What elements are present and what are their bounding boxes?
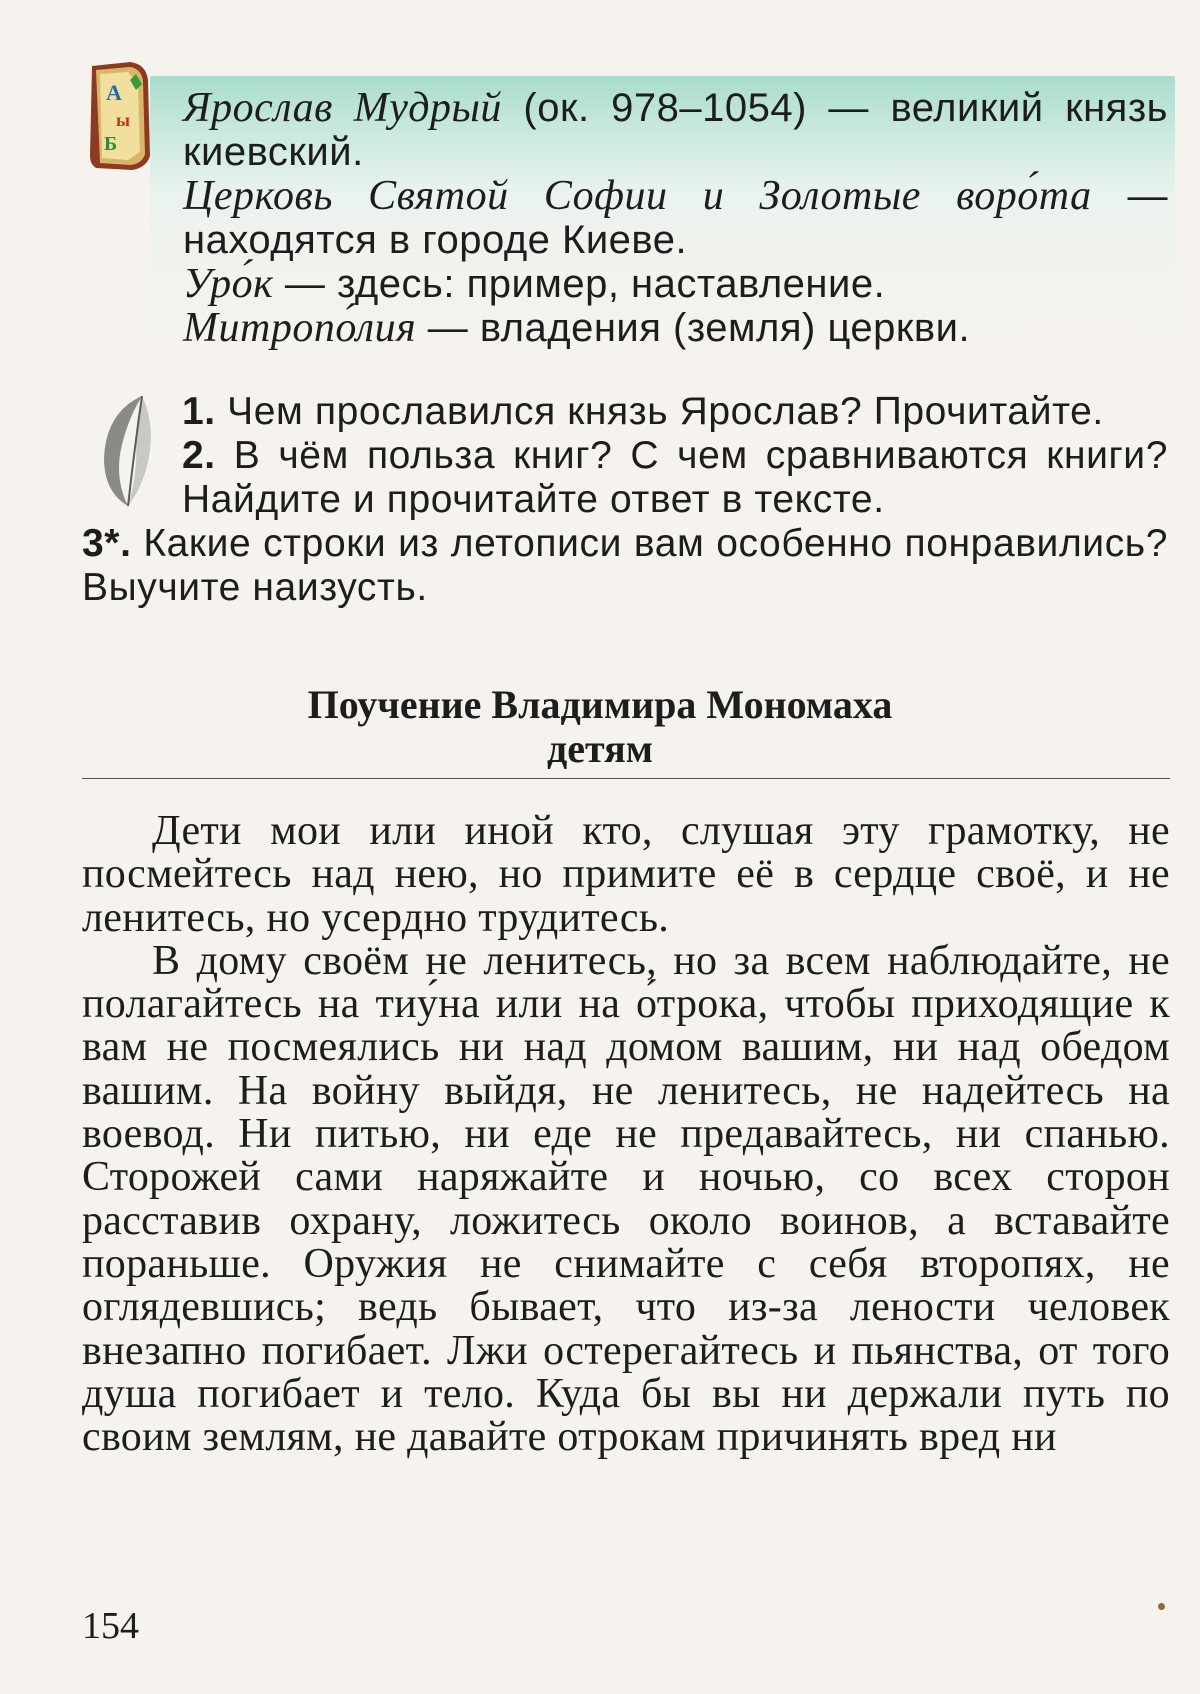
question-text: В чём польза книг? С чем сравниваются книги? Найдите и прочитайте ответ в тексте. [182,434,1168,521]
body-paragraph: Дети мои или иной кто, слушая эту грамотку, не посмейтесь над нею, но примите её в сердце своё, и не ленитесь, но усердно трудитесь. [82,808,1170,941]
corner-mark [1158,1603,1165,1610]
body-paragraph: В дому своём не ленитесь, но за всем наблюдайте, не полагайтесь на тиу́на или на о́трока, чтобы приходящие к вам не посмеялись ни над домом вашим, ни над обедом вашим. На войну выйдя, не ленитесь, не надейтесь на воевод. Ни питью, ни еде не предавайтесь, ни спанью. Сторожей сами наряжайте и ночью, со всех сторон расставив охрану, ложитесь около воинов, а вставайте пораньше. Оружия не снимайте с себя второпях, не оглядевшись; ведь бывает, что из-за лености человек внезапно погибает. Лжи остерегайтесь и пьянства, от того душа погибает и тело. Куда бы вы ни держали путь по своим землям, не давайте отрокам причинять вред ни [82,937,1170,1461]
vocabulary-term: Ярослав Мудрый [183,85,502,131]
vocabulary-term: Уро́к [183,261,274,307]
text-title-line: детям [547,726,653,771]
question-item [82,434,1168,522]
vocabulary-definition: (ок. 978–1054) — великий князь киевский. [183,86,1168,174]
vocabulary-definition: — находятся в городе Киеве. [183,174,1168,262]
vocabulary-definition: — здесь: пример, наставление. [273,262,886,306]
vocabulary-definition: — владения (земля) церкви. [416,306,971,350]
question-item [82,522,1168,610]
vocabulary-entry [183,86,1168,174]
question-text: Какие строки из летописи вам особенно понравились? Выучите наизусть. [82,522,1168,609]
text-title-line: Поучение Владимира Мономаха [307,682,893,727]
vocabulary-entry [183,306,1168,350]
title-divider [82,778,1170,779]
svg-text:А: А [106,80,122,105]
vocabulary-list [183,86,1168,350]
alphabet-book-icon [86,60,152,172]
question-number: 2. [182,434,216,477]
vocabulary-term: Церковь Святой Софии и Золотые воро́та [183,173,1092,219]
question-number: 3*. [82,522,132,565]
text-title [0,683,1200,771]
vocabulary-term: Митропо́лия [183,305,417,351]
body-text [82,810,1170,1459]
vocabulary-entry [183,174,1168,262]
svg-text:ы: ы [116,110,131,130]
svg-text:Б: Б [104,133,118,155]
question-text: Чем прославился князь Ярослав? Прочитайте. [215,390,1104,433]
question-number: 1. [182,390,216,433]
question-item [82,390,1168,434]
questions-list [82,390,1168,610]
page-number: 154 [82,1605,139,1647]
vocabulary-entry [183,262,1168,306]
